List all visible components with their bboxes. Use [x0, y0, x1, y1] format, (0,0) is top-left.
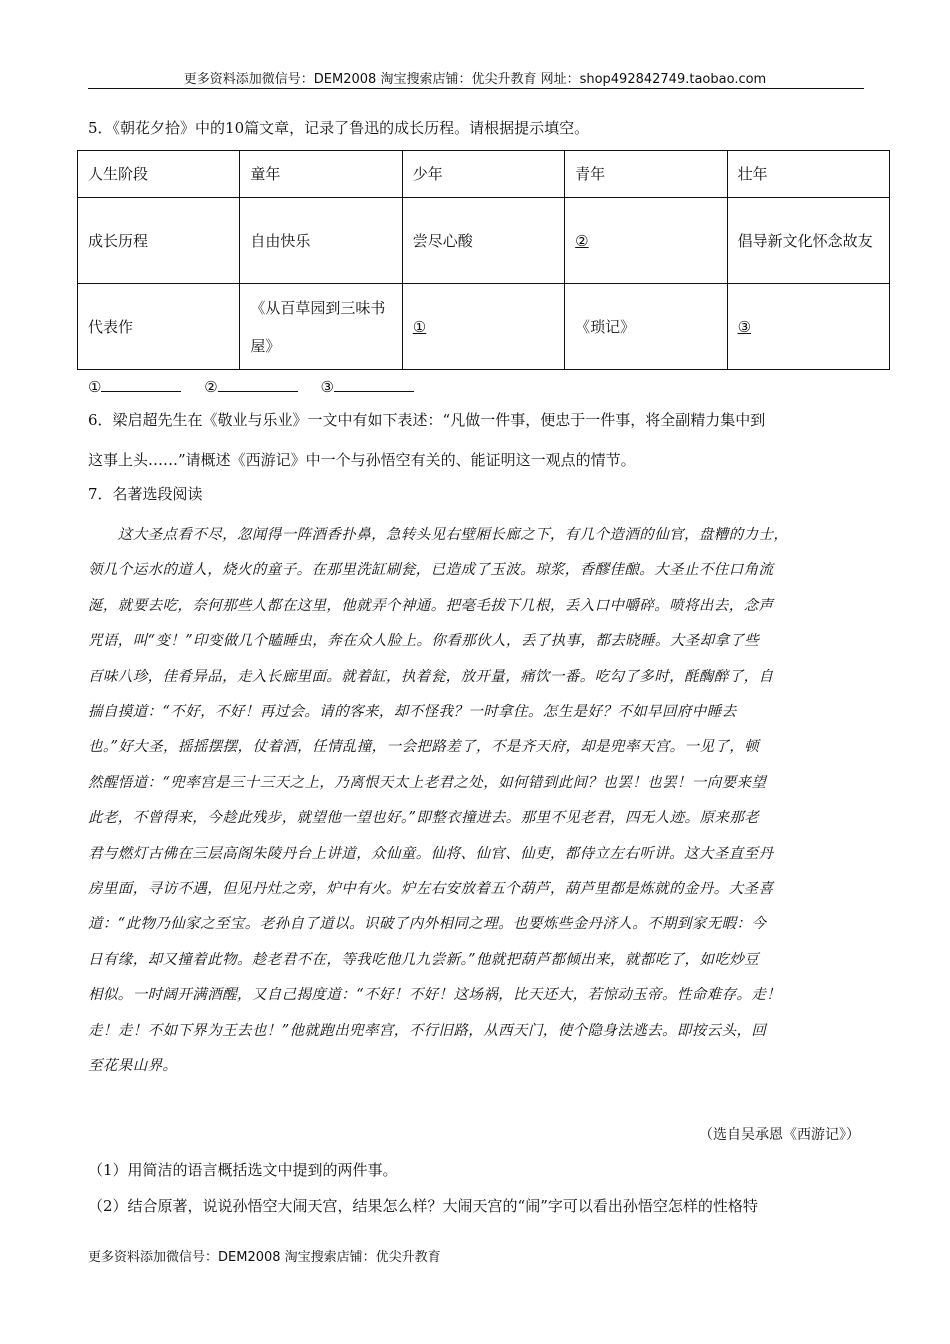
- passage-line: 这大圣点看不尽，忽闻得一阵酒香扑鼻，急转头见右壁厢长廊之下，有几个造酒的仙官，盘糟的力士，: [88, 527, 789, 543]
- passage-line: 揣自摸道：“不好，不好！再过会。请的客来，却不怪我？一时拿住。怎生是好？不如早回府中睡去: [88, 704, 737, 721]
- q5-prompt: 5．《朝花夕拾》中的10篇文章，记录了鲁迅的成长历程。请根据提示填空。: [88, 119, 590, 137]
- page-footer: 更多资料添加微信号：DEM2008 淘宝搜索店铺：优尖升教育: [88, 1250, 441, 1265]
- table-cell: 自由快乐: [240, 198, 402, 284]
- table-cell: 壮年: [727, 151, 889, 198]
- table-cell: 《琐记》: [565, 284, 727, 370]
- header-divider: [88, 88, 864, 89]
- q6-line2: 这事上头……”请概述《西游记》中一个与孙悟空有关的、能证明这一观点的情节。: [88, 451, 636, 469]
- passage-line: 百味八珍，佳肴异品，走入长廊里面。就着缸，执着瓮，放开量，痛饮一番。吃勾了多时，酕醄醉了，自: [88, 668, 774, 685]
- table-cell: 尝尽心酸: [402, 198, 564, 284]
- answer-blank-2[interactable]: ②: [565, 198, 727, 284]
- passage-line: 走！走！不如下界为王去也！”他就跑出兜率宫，不行旧路，从西天门，使个隐身法逃去。即按云头，回: [88, 1022, 767, 1039]
- reading-passage: [88, 518, 864, 1085]
- table-row: [78, 284, 890, 370]
- passage-line: 房里面，寻访不遇，但见丹灶之旁，炉中有火。炉左右安放着五个葫芦，葫芦里都是炼就的金丹。大圣喜: [88, 881, 774, 898]
- answer-blanks: [88, 376, 432, 396]
- table-cell: 倡导新文化怀念故友: [727, 198, 889, 284]
- passage-line: 道：“此物乃仙家之至宝。老孙自了道以。识破了内外相同之理。也要炼些金丹济人。不期到家无暇：今: [88, 916, 767, 933]
- passage-line: 此老，不曾得来，今趁此残步，就望他一望也好。”即整衣撞进去。那里不见老君，四无人迹。原来那老: [88, 810, 760, 827]
- q7-sub2: （2）结合原著，说说孙悟空大闹天宫，结果怎么样？大闹天宫的“闹”字可以看出孙悟空怎样的性格特: [88, 1197, 758, 1215]
- table-cell: 少年: [402, 151, 564, 198]
- passage-line: 日有缘，却又撞着此物。趁老君不在，等我吃他几九尝新。”他就把葫芦都倾出来，就都吃了，如吃炒豆: [88, 951, 760, 968]
- answer-line-2[interactable]: [218, 376, 298, 392]
- page-header: 更多资料添加微信号：DEM2008 淘宝搜索店铺：优尖升教育 网址：shop492842749.taobao.com: [183, 72, 767, 87]
- table-cell: 《从百草园到三味书屋》: [240, 284, 402, 370]
- blank-label: ③: [320, 378, 334, 396]
- table-cell: 人生阶段: [78, 151, 240, 198]
- answer-blank-3[interactable]: ③: [727, 284, 889, 370]
- blank-label: ①: [88, 378, 102, 396]
- blank-label: ②: [204, 378, 218, 396]
- passage-source: （选自吴承恩《西游记》）: [699, 1127, 860, 1143]
- q6-line1: 6．梁启超先生在《敬业与乐业》一文中有如下表述：“凡做一件事，便忠于一件事，将全副精力集中到: [88, 411, 766, 429]
- passage-line: 也。”好大圣，摇摇摆摆，仗着酒，任情乱撞，一会把路差了，不是齐天府，却是兜率天宫。一见了，顿: [88, 739, 760, 756]
- table-cell: 成长历程: [78, 198, 240, 284]
- table-row: [78, 151, 890, 198]
- q7-title: 7．名著选段阅读: [88, 485, 203, 503]
- passage-line: 咒语，叫“变！”印变做几个瞌睡虫，奔在众人脸上。你看那伙人，丢了执事，都去晓睡。大圣却拿了些: [88, 633, 760, 650]
- passage-line: 领几个运水的道人，烧火的童子。在那里洗缸刷瓮，已造成了玉波。琼浆，香醪佳酿。大圣止不住口角流: [88, 562, 774, 579]
- table-row: [78, 198, 890, 284]
- passage-line: 然醒悟道：“兜率宫是三十三天之上，乃离恨天太上老君之处，如何错到此间？也罢！也罢！一向要来望: [88, 774, 767, 791]
- q7-sub1: （1）用简洁的语言概括选文中提到的两件事。: [88, 1161, 398, 1179]
- passage-line: 相似。一时阔开满酒醒，又自己揭度道：“不好！不好！这场祸，比天还大，若惊动玉帝。性命难存。走！: [88, 987, 782, 1004]
- table-cell: 代表作: [78, 284, 240, 370]
- growth-table: [77, 150, 890, 370]
- table-cell: 青年: [565, 151, 727, 198]
- passage-line: 至花果山界。: [88, 1058, 178, 1075]
- passage-line: 涎，就要去吃，奈何那些人都在这里，他就弄个神通。把毫毛拔下几根，丢入口中嚼碎。喷将出去，念声: [88, 597, 774, 614]
- answer-line-1[interactable]: [101, 376, 181, 392]
- answer-line-3[interactable]: [334, 376, 414, 392]
- answer-blank-1[interactable]: ①: [402, 284, 564, 370]
- table-cell: 童年: [240, 151, 402, 198]
- passage-line: 君与燃灯古佛在三层高阁朱陵丹台上讲道，众仙童。仙将、仙官、仙吏，都侍立左右听讲。这大圣直至丹: [88, 845, 774, 862]
